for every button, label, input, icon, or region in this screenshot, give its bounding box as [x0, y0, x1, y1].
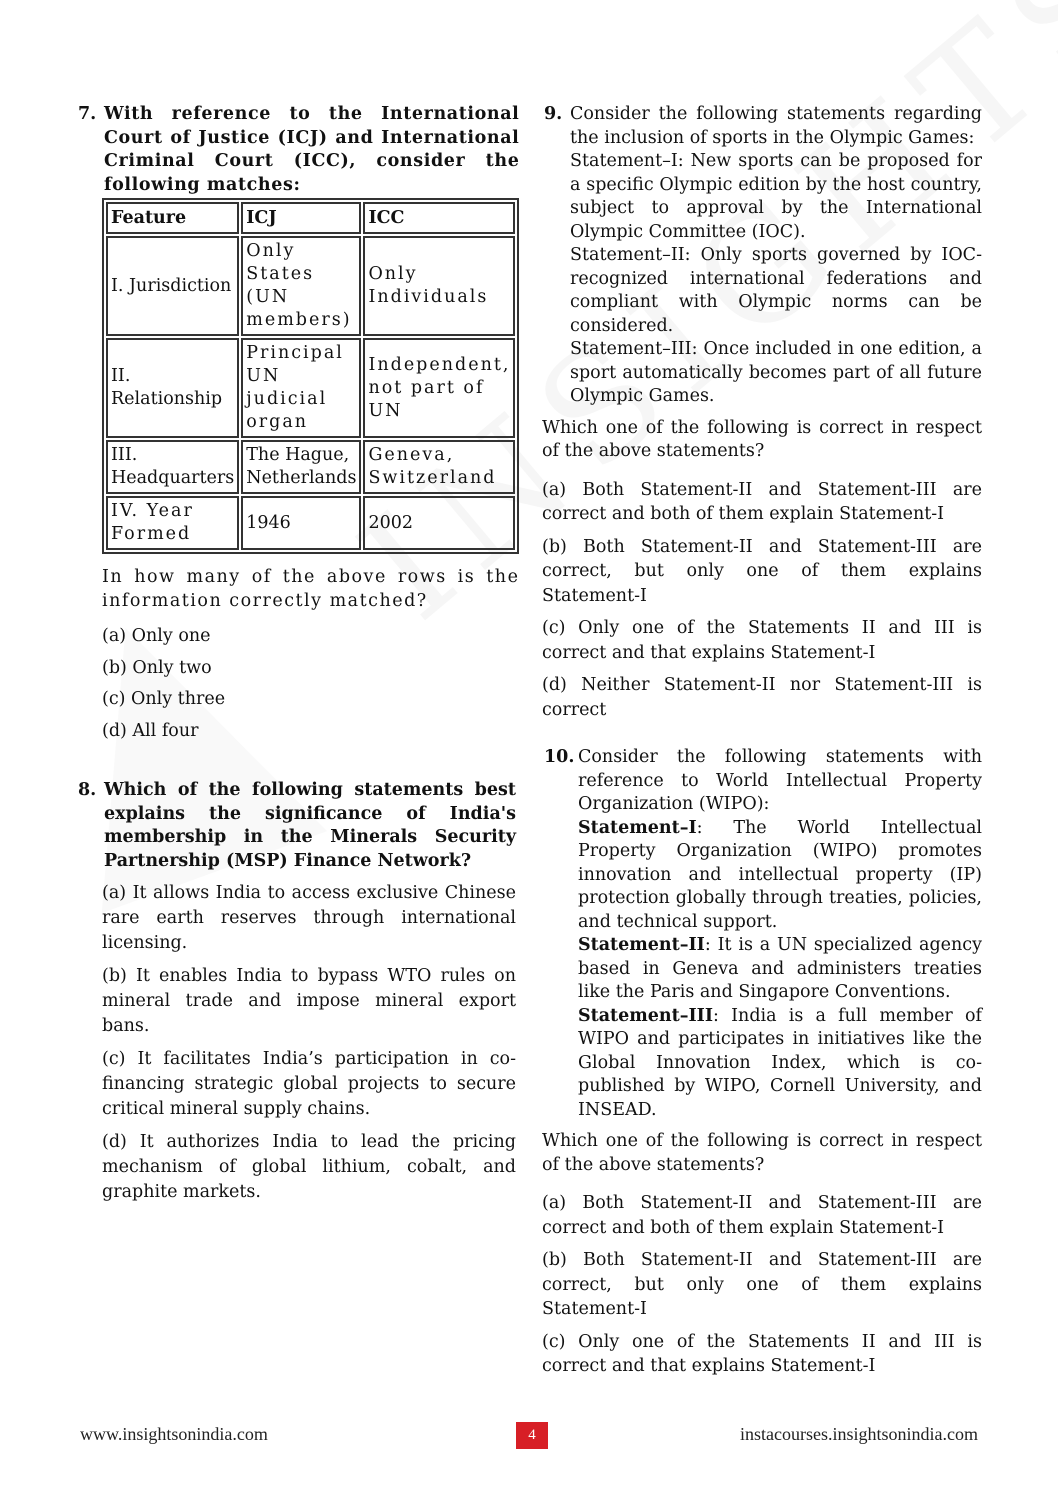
table-cell: Only Individuals: [363, 236, 515, 336]
question-body: [104, 779, 516, 1213]
table-header-cell: Feature: [106, 202, 239, 234]
option-c[interactable]: (c) Only one of the Statements II and III is correct and that explains Statement-I: [542, 618, 982, 663]
question-body: [104, 103, 519, 751]
table-cell: 1946: [241, 496, 361, 550]
option-d[interactable]: (d) Neither Statement-II nor Statement-III is correct: [542, 675, 982, 720]
match-table: [102, 198, 519, 554]
question-number: 10.: [544, 747, 575, 767]
table-row: [106, 440, 515, 494]
table-cell: II. Relationship: [106, 338, 239, 438]
statement-3: [578, 1005, 982, 1123]
page-footer: [0, 1422, 1058, 1450]
table-cell: Independent, not part of UN: [363, 338, 515, 438]
website-link[interactable]: www.insightsonindia.com: [80, 1424, 268, 1444]
question-title: Which of the following statements best explains the significance of India's membership in the Minerals Security Partnership (MSP) Finance Network?: [104, 780, 516, 871]
page-number-badge: 4: [516, 1422, 548, 1449]
table-cell: Principal UN judicial organ: [241, 338, 361, 438]
left-column: [78, 103, 520, 1213]
table-cell: III. Headquarters: [106, 440, 239, 494]
option-b[interactable]: (b) Only two: [102, 657, 212, 678]
option-b[interactable]: (b) Both Statement-II and Statement-III are correct, but only one of them explains Statement-I: [542, 1250, 982, 1319]
table-header-cell: ICC: [363, 202, 515, 234]
table-header-cell: ICJ: [241, 202, 361, 234]
table-row: [106, 338, 515, 438]
statement-label: Statement–I: [578, 817, 697, 838]
statement-text: : The World Intellectual Property Organization (WIPO) promotes innovation and intellectual property (IP) protection globally through treaties, policies, and technical support.: [578, 817, 982, 932]
statement-3: Statement–III: Once included in one edition, a sport automatically becomes part of all future Olympic Games.: [570, 339, 982, 406]
question-number: 8.: [78, 780, 97, 800]
option-a[interactable]: (a) Only one: [102, 626, 211, 646]
option-c[interactable]: (c) Only one of the Statements II and III is correct and that explains Statement-I: [542, 1331, 982, 1376]
options-list: [542, 1191, 982, 1379]
question-stem: Which one of the following is correct in respect of the above statements?: [542, 417, 982, 461]
statement-2: Statement–II: Only sports governed by IOC-recognized international federations and compliant with Olympic norms can be considered.: [570, 245, 982, 336]
statement-text: : It is a UN specialized agency based in Geneva and administers treaties like the Paris and Singapore Conventions.: [578, 935, 982, 1002]
options-list: [102, 625, 519, 743]
option-b[interactable]: (b) It enables India to bypass WTO rules on mineral trade and impose mineral export bans.: [102, 966, 516, 1036]
statement-text: : India is a full member of WIPO and participates in initiatives like the Global Innovation Index, which is co-published by WIPO, Cornell University, and INSEAD.: [578, 1005, 982, 1120]
option-d[interactable]: (d) It authorizes India to lead the pricing mechanism of global lithium, cobalt, and graphite markets.: [102, 1132, 516, 1202]
question-stem: Which one of the following is correct in respect of the above statements?: [542, 1131, 982, 1175]
option-c[interactable]: (c) It facilitates India’s participation in co-financing strategic global projects to secure critical mineral supply chains.: [102, 1049, 516, 1119]
question-intro: Consider the following statements with reference to World Intellectual Property Organization (WIPO):: [578, 747, 982, 814]
options-list: [542, 478, 982, 723]
table-cell: Only States (UN members): [241, 236, 361, 336]
question-7: [78, 103, 520, 751]
courses-link[interactable]: instacourses.insightsonindia.com: [740, 1424, 978, 1444]
question-intro: Consider the following statements regarding the inclusion of sports in the Olympic Games:: [570, 104, 982, 148]
statement-label: Statement–II: [578, 935, 705, 955]
statement-1: Statement–I: New sports can be proposed for a specific Olympic edition by the host country, subject to approval by the International Olympic Committee (IOC).: [570, 151, 982, 242]
statement-2: [578, 934, 982, 1005]
table-cell: The Hague, Netherlands: [241, 440, 361, 494]
options-list: [102, 881, 516, 1205]
table-cell: 2002: [363, 496, 515, 550]
question-title: With reference to the International Court of Justice (ICJ) and International Criminal Court (ICC), consider the following matches:: [104, 104, 520, 195]
option-a[interactable]: (a) It allows India to access exclusive Chinese rare earth reserves through international licensing.: [102, 883, 516, 953]
table-row: [106, 236, 515, 336]
question-8: [78, 779, 516, 1213]
table-cell: IV. Year Formed: [106, 496, 239, 550]
option-a[interactable]: (a) Both Statement-II and Statement-III are correct and both of them explain Statement-I: [542, 1193, 982, 1238]
question-stem: In how many of the above rows is the information correctly matched?: [102, 567, 520, 611]
statement-label: Statement–III: [578, 1005, 714, 1026]
right-column: [544, 103, 982, 1387]
option-a[interactable]: (a) Both Statement-II and Statement-III are correct and both of them explain Statement-I: [542, 479, 982, 524]
question-number: 9.: [544, 104, 563, 124]
question-9: [544, 103, 982, 409]
table-cell: I. Jurisdiction: [106, 236, 239, 336]
table-cell: Geneva, Switzerland: [363, 440, 515, 494]
option-b[interactable]: (b) Both Statement-II and Statement-III are correct, but only one of them explains Statement-I: [542, 536, 982, 606]
question-number: 7.: [78, 104, 97, 124]
question-body: [578, 746, 982, 1122]
statement-1: [578, 817, 982, 935]
table-header-row: [106, 202, 515, 234]
question-10: [544, 746, 982, 1122]
table-row: [106, 496, 515, 550]
option-c[interactable]: (c) Only three: [102, 689, 226, 709]
question-body: [570, 103, 982, 409]
option-d[interactable]: (d) All four: [102, 720, 199, 741]
